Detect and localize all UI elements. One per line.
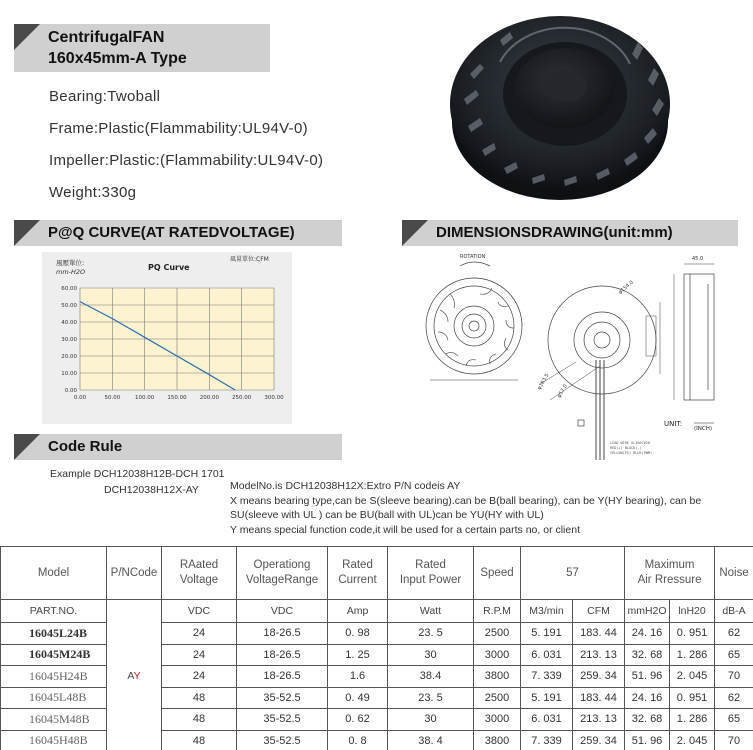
- chart-x-tick-label: 300.00: [264, 395, 284, 401]
- chart-y-tick-label: 0.00: [64, 388, 77, 394]
- unit-inh2o: lnH20: [670, 600, 715, 623]
- cell-range: 35-52.5: [237, 730, 328, 750]
- cell-cfm: 183. 44: [573, 623, 625, 645]
- cell-noise: 62: [715, 623, 753, 645]
- cell-m3: 7. 339: [521, 730, 573, 750]
- cell-power: 38. 4: [388, 730, 474, 750]
- chart-y-tick-label: 60.00: [61, 286, 77, 292]
- unit-label: UNIT:: [664, 420, 683, 428]
- unit-value: (INCH): [694, 426, 713, 432]
- header-rated-voltage: RAated Voltage: [162, 547, 237, 600]
- cell-cfm: 259. 34: [573, 730, 625, 750]
- cell-voltage: 48: [162, 709, 237, 731]
- dimensions-drawing: [410, 250, 740, 462]
- cell-current: 0. 8: [328, 730, 388, 750]
- code-rule-title: Code Rule: [48, 438, 123, 455]
- spec-impeller: Impeller:Plastic:(Flammability:UL94V-0): [49, 152, 324, 169]
- cell-inh2o: 2. 045: [670, 666, 715, 688]
- cell-mmh2o: 32. 68: [625, 644, 670, 666]
- cell-range: 18-26.5: [237, 666, 328, 688]
- svg-text:45.0: 45.0: [692, 256, 704, 262]
- svg-text:φ163.5: φ163.5: [536, 372, 551, 391]
- unit-range: VDC: [237, 600, 328, 623]
- cell-voltage: 48: [162, 730, 237, 750]
- header-triangle: [14, 434, 40, 460]
- unit-power: Watt: [388, 600, 474, 623]
- pn-code-cell: AY: [107, 600, 162, 750]
- chart-x-tick-label: 0.00: [73, 395, 87, 401]
- spec-table: [0, 546, 753, 750]
- cell-noise: 62: [715, 687, 753, 709]
- chart-title: PQ Curve: [148, 263, 190, 272]
- header-noise: Noise: [715, 547, 753, 600]
- cell-range: 18-26.5: [237, 623, 328, 645]
- cell-voltage: 24: [162, 644, 237, 666]
- chart-y-tick-label: 50.00: [61, 303, 77, 309]
- cell-current: 1.6: [328, 666, 388, 688]
- cell-current: 0. 62: [328, 709, 388, 731]
- unit-speed: R.P.M: [474, 600, 521, 623]
- cell-model: 16045H24B: [1, 666, 107, 688]
- header-speed: Speed: [474, 547, 521, 600]
- spec-bearing: Bearing:Twoball: [49, 88, 161, 105]
- cell-mmh2o: 51. 96: [625, 666, 670, 688]
- cell-speed: 2500: [474, 687, 521, 709]
- header-triangle: [14, 220, 40, 246]
- cell-noise: 70: [715, 666, 753, 688]
- cell-speed: 3800: [474, 666, 521, 688]
- unit-voltage: VDC: [162, 600, 237, 623]
- unit-current: Amp: [328, 600, 388, 623]
- cell-inh2o: 2. 045: [670, 730, 715, 750]
- cell-speed: 2500: [474, 623, 521, 645]
- cell-inh2o: 1. 286: [670, 709, 715, 731]
- unit-m3: M3/min: [521, 600, 573, 623]
- pq-curve-header: [14, 220, 342, 246]
- header-flow: 57: [521, 547, 625, 600]
- header-triangle: [14, 24, 40, 50]
- dimensions-title: DIMENSIONSDRAWING(unit:mm): [436, 224, 673, 241]
- product-title-line2: 160x45mm-A Type: [48, 50, 187, 67]
- cell-model: 16045H48B: [1, 730, 107, 750]
- cell-model: 16045M24B: [1, 644, 107, 666]
- cell-inh2o: 1. 286: [670, 644, 715, 666]
- cell-model: 16045L48B: [1, 687, 107, 709]
- header-triangle: [402, 220, 428, 246]
- cell-m3: 5. 191: [521, 623, 573, 645]
- cell-m3: 7. 339: [521, 666, 573, 688]
- product-title-line1: CentrifugalFAN: [48, 29, 165, 46]
- cell-model: 16045M48B: [1, 709, 107, 731]
- svg-text:LEAD WIRE UL1007#26: LEAD WIRE UL1007#26: [610, 441, 651, 445]
- code-y-line: Y means special function code,it will be used for a certain parts no, or client: [230, 524, 580, 536]
- code-example-line1: Example DCH12038H12B-DCH 1701: [50, 468, 225, 480]
- cell-inh2o: 0. 951: [670, 687, 715, 709]
- code-su-line: SU(sleeve with UL ) can be BU(ball with UL)can be YU(HY with UL): [230, 509, 544, 521]
- chart-y-tick-label: 20.00: [61, 354, 77, 360]
- chart-y-tick-label: 10.00: [61, 371, 77, 377]
- cell-range: 35-52.5: [237, 709, 328, 731]
- chart-ylabel-unit: mm-H2O: [56, 268, 86, 276]
- cell-voltage: 48: [162, 687, 237, 709]
- header-operating-range: Operationg VoltageRange: [237, 547, 328, 600]
- svg-text:φ154.0: φ154.0: [617, 279, 635, 296]
- cell-model: 16045L24B: [1, 623, 107, 645]
- cell-speed: 3800: [474, 730, 521, 750]
- header-rated-power: Rated Input Power: [388, 547, 474, 600]
- spec-weight: Weight:330g: [49, 184, 137, 201]
- cell-m3: 6. 031: [521, 709, 573, 731]
- chart-y-tick-label: 30.00: [61, 337, 77, 343]
- code-x-line: X means bearing type,can be S(sleeve bearing).can be B(ball bearing), can be Y(HY bearing), can be: [230, 495, 702, 507]
- cell-noise: 65: [715, 644, 753, 666]
- unit-part-no: PART.NO.: [1, 600, 107, 623]
- cell-m3: 5. 191: [521, 687, 573, 709]
- cell-noise: 70: [715, 730, 753, 750]
- cell-cfm: 259. 34: [573, 666, 625, 688]
- pq-curve-title: P@Q CURVE(AT RATEDVOLTAGE): [48, 224, 295, 241]
- cell-mmh2o: 51. 96: [625, 730, 670, 750]
- svg-text:RED(+) BLACK(-): RED(+) BLACK(-): [610, 446, 642, 450]
- code-example-line2: DCH12038H12X-AY: [104, 484, 199, 496]
- chart-x-tick-label: 150.00: [167, 395, 187, 401]
- fan-product-photo: [440, 4, 680, 212]
- header-pressure: Maximum Air Rressure: [625, 547, 715, 600]
- cell-mmh2o: 32. 68: [625, 709, 670, 731]
- spec-frame: Frame:Plastic(Flammability:UL94V-0): [49, 120, 308, 137]
- cell-voltage: 24: [162, 623, 237, 645]
- unit-noise: dB-A: [715, 600, 753, 623]
- cell-m3: 6. 031: [521, 644, 573, 666]
- cell-power: 30: [388, 709, 474, 731]
- chart-ylabel-top: 風壓單位:: [56, 259, 85, 267]
- header-rated-current: Rated Current: [328, 547, 388, 600]
- cell-power: 38.4: [388, 666, 474, 688]
- cell-cfm: 213. 13: [573, 644, 625, 666]
- unit-cfm: CFM: [573, 600, 625, 623]
- cell-range: 18-26.5: [237, 644, 328, 666]
- cell-mmh2o: 24. 16: [625, 623, 670, 645]
- cell-power: 23. 5: [388, 623, 474, 645]
- cell-cfm: 213. 13: [573, 709, 625, 731]
- cell-cfm: 183. 44: [573, 687, 625, 709]
- rotation-label: ROTATION: [460, 254, 486, 260]
- chart-xlabel-top: 風量單位:CFM: [230, 256, 269, 263]
- chart-x-tick-label: 200.00: [199, 395, 219, 401]
- cell-mmh2o: 24. 16: [625, 687, 670, 709]
- cell-current: 1. 25: [328, 644, 388, 666]
- dimensions-header: [402, 220, 738, 246]
- product-title-header: [14, 24, 270, 72]
- header-pn-code: P/NCode: [107, 547, 162, 600]
- cell-power: 23. 5: [388, 687, 474, 709]
- unit-mmh2o: mmH2O: [625, 600, 670, 623]
- pq-curve-chart: [42, 252, 292, 424]
- cell-range: 35-52.5: [237, 687, 328, 709]
- svg-text:YELLOW(FG) BLUE(PWM): YELLOW(FG) BLUE(PWM): [610, 451, 653, 455]
- chart-x-tick-label: 100.00: [135, 395, 155, 401]
- cell-current: 0. 98: [328, 623, 388, 645]
- svg-text:φ57.0: φ57.0: [556, 383, 569, 399]
- code-model-line: ModelNo.is DCH12038H12X:Extro P/N codeis AY: [230, 480, 461, 492]
- chart-x-tick-label: 250.00: [232, 395, 252, 401]
- header-model: Model: [1, 547, 107, 600]
- cell-power: 30: [388, 644, 474, 666]
- cell-voltage: 24: [162, 666, 237, 688]
- code-rule-header: [14, 434, 342, 460]
- chart-y-tick-label: 40.00: [61, 320, 77, 326]
- cell-noise: 65: [715, 709, 753, 731]
- cell-current: 0. 49: [328, 687, 388, 709]
- cell-inh2o: 0. 951: [670, 623, 715, 645]
- cell-speed: 3000: [474, 709, 521, 731]
- cell-speed: 3000: [474, 644, 521, 666]
- chart-x-tick-label: 50.00: [104, 395, 121, 401]
